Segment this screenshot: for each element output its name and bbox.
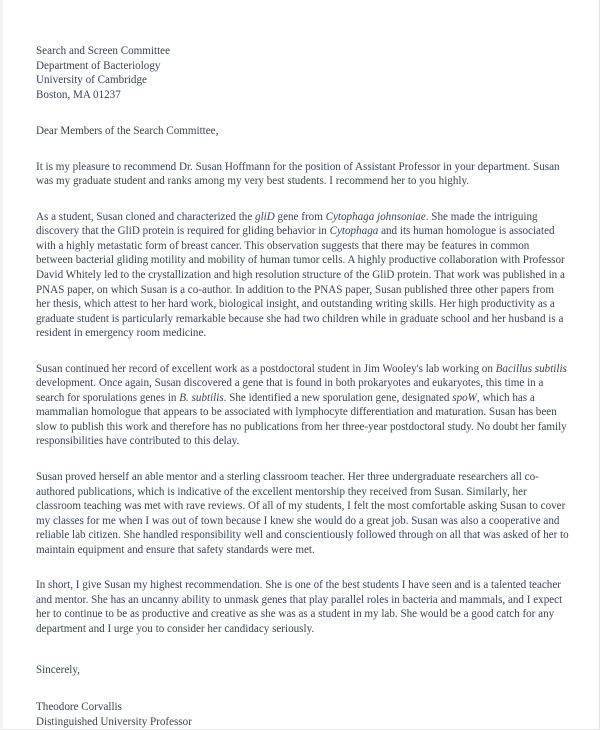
- signature-line: Distinguished University Professor: [36, 715, 192, 728]
- paragraph-intro: It is my pleasure to recommend Dr. Susan Hoffmann for the position of Assistant Professor in your department. Susan was my graduate student and ranks among my very best students. I recommend her to you highly.: [36, 160, 560, 188]
- scientific-term: Cytophaga: [329, 225, 379, 238]
- address-line: Department of Bacteriology: [36, 59, 161, 72]
- scientific-term: gliD: [255, 210, 275, 223]
- scientific-term: Cytophaga johnsoniae: [325, 210, 426, 223]
- closing-line: Sincerely,: [36, 663, 80, 676]
- recipient-address: [36, 44, 569, 102]
- salutation: Dear Members of the Search Committee,: [36, 125, 219, 138]
- signature-block: [36, 677, 569, 729]
- letter-paragraphs: [36, 139, 569, 637]
- letter-content: [36, 44, 569, 729]
- scientific-term: B. subtilis: [179, 391, 224, 404]
- paragraph-conclusion: In short, I give Susan my highest recommendation. She is one of the best students I have seen and is a talented teacher and mentor. She has an uncanny ability to unmask genes that play parallel roles in bacteria and mammals, and I expect her to continue to be as productive and creative as she was as a student in my lab. She would be a good catch for any department and I urge you to consider her candidacy seriously.: [36, 579, 563, 635]
- scientific-term: spoW: [452, 391, 477, 404]
- paragraph-graduate-work: As a student, Susan cloned and characterized the gliD gene from Cytophaga johnsoniae. She made the intriguing discovery that the GliD protein is required for gliding behavior in Cytophaga and its human homologue is associated with a highly metastatic form of breast cancer. This observation suggests that there may be features in common between bacterial gliding motility and mobility of human tumor cells. A highly productive collaboration with Professor David Whitely led to the crystallization and high resolution structure of the GliD protein. That work was published in a PNAS paper, on which Susan is a co-author. In addition to the PNAS paper, Susan published three other papers from her thesis, which attest to her hard work, biological insight, and outstanding writing skills. Her high productivity as a graduate student is particularly remarkable because she had two children while in graduate school and her husband is a resident in emergency room medicine.: [36, 210, 565, 340]
- signature-line: Theodore Corvallis: [36, 701, 122, 714]
- address-line: Boston, MA 01237: [36, 88, 121, 101]
- address-line: University of Cambridge: [36, 74, 147, 87]
- paragraph-postdoctoral-work: Susan continued her record of excellent work as a postdoctoral student in Jim Wooley's lab working on Bacillus subtilis development. Once again, Susan discovered a gene that is found in both prokaryotes and eukaryotes, this time in a search for sporulations genes in B. subtilis. She identified a new sporulation gene, designated spoW, which has a mammalian homologue that appears to be associated with lymphocyte differentiation and maturation. Susan has been slow to publish this work and therefore has no publications from her three-year postdoctoral study. No doubt her family responsibilities have contributed to this delay.: [36, 362, 567, 448]
- scientific-term: Bacillus subtilis: [495, 362, 567, 375]
- address-line: Search and Screen Committee: [36, 45, 171, 57]
- paragraph-mentoring-and-teaching: Susan proved herself an able mentor and a sterling classroom teacher. Her three undergraduate researchers all co-authored publications, which is indicative of the excellent mentorship they received from Susan. Similarly, her classroom teaching was met with rave reviews. Of all of my students, I felt the most comfortable asking Susan to cover my classes for me when I was out of town because I knew she would do a great job. Susan was also a cooperative and reliable lab citizen. She handled responsibility well and conscientiously followed through on all that was asked of her to maintain equipment and ensure that safety standards were met.: [36, 471, 569, 556]
